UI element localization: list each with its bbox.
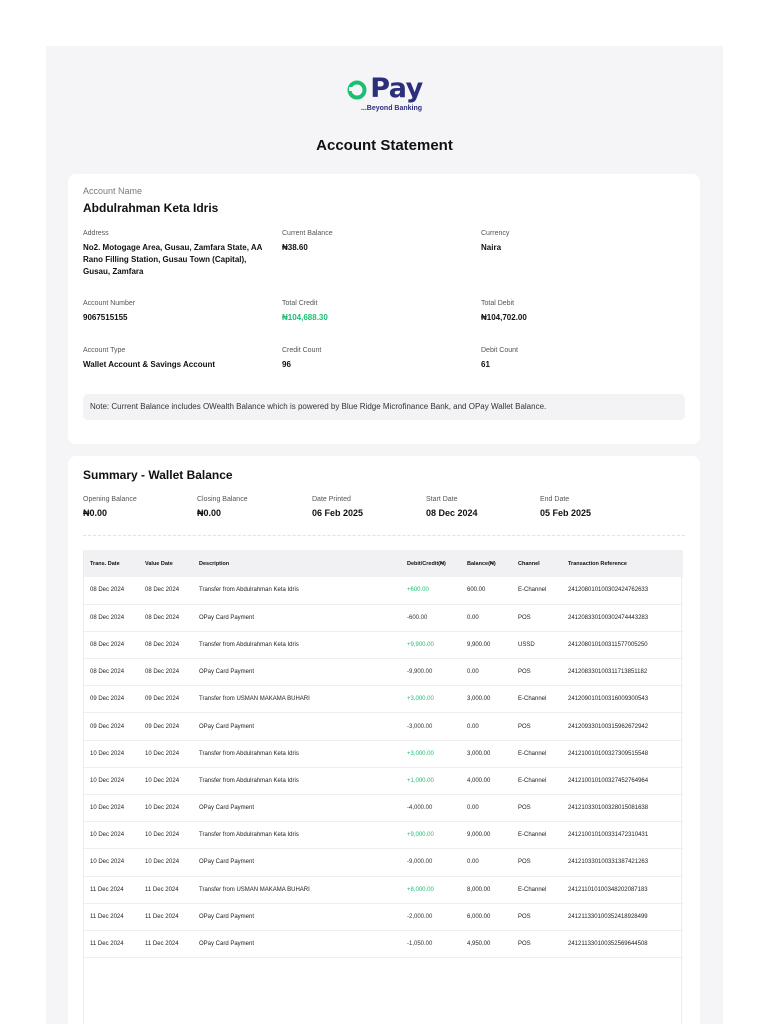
cell-balance: 0.00	[467, 723, 479, 730]
cell-description: Transfer from USMAN MAKAMA BUHARI	[199, 696, 310, 703]
opay-logo	[46, 73, 723, 116]
account-type-value: Wallet Account & Savings Account	[83, 360, 216, 369]
current-balance-field	[282, 230, 467, 254]
cell-channel: USSD	[518, 641, 535, 648]
debit-count-value: 61	[481, 360, 490, 369]
debit-count-field	[481, 347, 666, 371]
cell-reference: 241210330100331387421263	[568, 859, 649, 866]
table-row	[84, 686, 683, 713]
cell-reference: 241210330100328015081638	[568, 805, 649, 812]
cell-trans-date: 11 Dec 2024	[90, 941, 124, 948]
cell-value-date: 11 Dec 2024	[145, 913, 179, 920]
table-row	[84, 822, 683, 849]
table-row	[84, 903, 683, 930]
cell-amount: +9,000.00	[407, 832, 434, 839]
start-date-label: Start Date	[426, 496, 458, 503]
end-date-field	[540, 496, 591, 518]
brand-name: Pay	[370, 73, 423, 104]
cell-value-date: 10 Dec 2024	[145, 832, 180, 839]
cell-value-date: 09 Dec 2024	[145, 696, 180, 703]
address-label: Address	[83, 230, 109, 237]
cell-description: OPay Card Payment	[199, 913, 255, 920]
account-number-value: 9067515155	[83, 313, 128, 322]
start-date-field	[426, 496, 478, 518]
table-row	[84, 930, 683, 957]
total-debit-value: ₦104,702.00	[481, 313, 527, 322]
table-header-row	[84, 550, 683, 577]
balance-note: Note: Current Balance includes OWealth Balance which is powered by Blue Ridge Microfinance Bank, and OPay Wallet Balance.	[83, 394, 685, 420]
address-field	[83, 230, 268, 278]
cell-description: OPay Card Payment	[199, 723, 255, 730]
cell-balance: 8,000.00	[467, 886, 491, 893]
cell-trans-date: 10 Dec 2024	[90, 750, 125, 757]
cell-amount: -3,000.00	[407, 723, 433, 730]
total-debit-label: Total Debit	[481, 300, 515, 307]
cell-trans-date: 10 Dec 2024	[90, 777, 125, 784]
cell-reference: 241209010100316009300543	[568, 696, 649, 703]
cell-amount: -1,050.00	[407, 941, 433, 948]
cell-value-date: 11 Dec 2024	[145, 941, 179, 948]
cell-value-date: 08 Dec 2024	[145, 641, 180, 648]
cell-description: Transfer from Abdulrahman Keta Idris	[199, 832, 299, 839]
cell-value-date: 11 Dec 2024	[145, 886, 179, 893]
opening-balance-field	[83, 496, 137, 518]
cell-trans-date: 10 Dec 2024	[90, 832, 125, 839]
cell-description: OPay Card Payment	[199, 859, 255, 866]
cell-reference: 241208010100302424762633	[568, 587, 649, 594]
cell-amount: -9,000.00	[407, 859, 433, 866]
summary-title: Summary - Wallet Balance	[83, 468, 233, 482]
cell-channel: E-Channel	[518, 886, 547, 893]
cell-reference: 241210010100331472310431	[568, 832, 649, 839]
cell-balance: 3,000.00	[467, 750, 491, 757]
debit-count-label: Debit Count	[481, 347, 518, 354]
cell-channel: E-Channel	[518, 696, 547, 703]
brand-tagline: ...Beyond Banking	[360, 105, 423, 112]
cell-description: Transfer from Abdulrahman Keta Idris	[199, 587, 299, 594]
cell-reference: 241208010100311577005250	[568, 641, 648, 648]
table-row	[84, 631, 683, 658]
table-row	[84, 849, 683, 876]
cell-channel: POS	[518, 614, 531, 621]
cell-value-date: 10 Dec 2024	[145, 777, 180, 784]
cell-balance: 0.00	[467, 669, 479, 676]
col-trans-date: Trans. Date	[90, 560, 120, 567]
total-credit-value: ₦104,688.30	[282, 313, 328, 322]
cell-amount: -9,900.00	[407, 669, 433, 676]
opay-ring-icon	[346, 78, 368, 100]
date-printed-value: 06 Feb 2025	[312, 508, 364, 518]
account-type-label: Account Type	[83, 347, 126, 354]
total-credit-label: Total Credit	[282, 300, 318, 307]
cell-reference: 241209330100315962672942	[568, 723, 649, 730]
col-value-date: Value Date	[145, 560, 173, 567]
account-type-field	[83, 347, 268, 371]
cell-amount: +3,000.00	[407, 696, 434, 703]
address-value: No2. Motogage Area, Gusau, Zamfara State, AA Rano Filling Station, Gusau Town (Capital), Gusau, Zamfara	[83, 243, 263, 276]
page-title: Account Statement	[316, 137, 453, 154]
opening-balance-label: Opening Balance	[83, 496, 137, 503]
current-balance-label: Current Balance	[282, 230, 333, 237]
date-printed-label: Date Printed	[312, 496, 351, 503]
col-reference: Transaction Reference	[568, 560, 627, 567]
cell-channel: POS	[518, 859, 531, 866]
cell-channel: E-Channel	[518, 587, 547, 594]
cell-channel: POS	[518, 723, 531, 730]
cell-amount: -2,000.00	[407, 913, 433, 920]
cell-value-date: 10 Dec 2024	[145, 805, 180, 812]
cell-value-date: 10 Dec 2024	[145, 859, 180, 866]
currency-value: Naira	[481, 243, 502, 252]
transactions-table	[84, 550, 683, 958]
account-number-field	[83, 300, 268, 324]
summary-card	[68, 456, 700, 1024]
cell-channel: E-Channel	[518, 750, 547, 757]
cell-channel: POS	[518, 913, 531, 920]
table-row	[84, 604, 683, 631]
currency-label: Currency	[481, 230, 510, 237]
statement-page	[46, 46, 723, 1024]
cell-trans-date: 11 Dec 2024	[90, 913, 124, 920]
table-row	[84, 795, 683, 822]
cell-amount: +3,000.00	[407, 750, 434, 757]
cell-value-date: 10 Dec 2024	[145, 750, 180, 757]
cell-balance: 600.00	[467, 587, 486, 594]
cell-trans-date: 11 Dec 2024	[90, 886, 124, 893]
cell-balance: 0.00	[467, 805, 479, 812]
cell-channel: E-Channel	[518, 777, 547, 784]
cell-description: Transfer from Abdulrahman Keta Idris	[199, 641, 299, 648]
cell-description: OPay Card Payment	[199, 805, 255, 812]
cell-balance: 4,000.00	[467, 777, 491, 784]
cell-trans-date: 10 Dec 2024	[90, 859, 125, 866]
cell-value-date: 08 Dec 2024	[145, 614, 180, 621]
table-row	[84, 659, 683, 686]
cell-amount: +8,000.00	[407, 886, 434, 893]
col-description: Description	[199, 560, 230, 567]
account-name: Abdulrahman Keta Idris	[83, 201, 219, 215]
cell-trans-date: 09 Dec 2024	[90, 723, 125, 730]
total-credit-field	[282, 300, 467, 324]
cell-description: Transfer from Abdulrahman Keta Idris	[199, 777, 299, 784]
cell-value-date: 08 Dec 2024	[145, 587, 180, 594]
table-row	[84, 740, 683, 767]
cell-balance: 3,000.00	[467, 696, 491, 703]
transactions-table-wrap	[83, 550, 682, 1024]
account-number-label: Account Number	[83, 300, 136, 307]
cell-balance: 9,900.00	[467, 641, 491, 648]
credit-count-label: Credit Count	[282, 347, 322, 354]
cell-balance: 4,950.00	[467, 941, 491, 948]
cell-reference: 241210010100327309515548	[568, 750, 649, 757]
account-details-card	[68, 174, 700, 444]
col-balance: Balance(₦)	[467, 560, 496, 567]
cell-description: Transfer from USMAN MAKAMA BUHARI	[199, 886, 310, 893]
cell-balance: 6,000.00	[467, 913, 491, 920]
cell-amount: +600.00	[407, 587, 429, 594]
closing-balance-field	[197, 496, 248, 518]
table-row	[84, 577, 683, 604]
cell-reference: 241211330100352569644508	[568, 941, 648, 948]
cell-reference: 241211330100352418928499	[568, 913, 648, 920]
cell-trans-date: 10 Dec 2024	[90, 805, 125, 812]
col-debit-credit: Debit/Credit(₦)	[407, 560, 446, 567]
total-debit-field	[481, 300, 666, 324]
closing-balance-value: ₦0.00	[197, 508, 222, 518]
credit-count-value: 96	[282, 360, 291, 369]
cell-amount: -4,000.00	[407, 805, 433, 812]
cell-trans-date: 09 Dec 2024	[90, 696, 125, 703]
cell-description: OPay Card Payment	[199, 941, 255, 948]
cell-trans-date: 08 Dec 2024	[90, 587, 125, 594]
cell-balance: 0.00	[467, 859, 479, 866]
closing-balance-label: Closing Balance	[197, 496, 248, 503]
table-row	[84, 713, 683, 740]
table-row	[84, 767, 683, 794]
cell-description: Transfer from Abdulrahman Keta Idris	[199, 750, 299, 757]
cell-reference: 241210010100327452764964	[568, 777, 649, 784]
credit-count-field	[282, 347, 467, 371]
cell-trans-date: 08 Dec 2024	[90, 641, 125, 648]
cell-balance: 9,000.00	[467, 832, 491, 839]
opening-balance-value: ₦0.00	[83, 508, 108, 518]
end-date-value: 05 Feb 2025	[540, 508, 592, 518]
end-date-label: End Date	[540, 496, 570, 503]
cell-description: OPay Card Payment	[199, 669, 255, 676]
table-row	[84, 876, 683, 903]
date-printed-field	[312, 496, 363, 518]
col-channel: Channel	[518, 560, 540, 567]
transactions-body	[84, 577, 683, 958]
summary-divider	[83, 535, 685, 536]
start-date-value: 08 Dec 2024	[426, 508, 478, 518]
current-balance-value: ₦38.60	[282, 243, 308, 252]
cell-description: OPay Card Payment	[199, 614, 255, 621]
cell-amount: +9,900.00	[407, 641, 434, 648]
cell-trans-date: 08 Dec 2024	[90, 614, 125, 621]
cell-reference: 241211010100348202087183	[568, 886, 648, 893]
cell-channel: POS	[518, 805, 531, 812]
currency-field	[481, 230, 666, 254]
cell-amount: +1,000.00	[407, 777, 434, 784]
cell-value-date: 09 Dec 2024	[145, 723, 180, 730]
cell-channel: POS	[518, 669, 531, 676]
cell-trans-date: 08 Dec 2024	[90, 669, 125, 676]
cell-channel: POS	[518, 941, 531, 948]
cell-amount: -600.00	[407, 614, 428, 621]
cell-value-date: 08 Dec 2024	[145, 669, 180, 676]
cell-balance: 0.00	[467, 614, 479, 621]
cell-reference: 241208330100302474443283	[568, 614, 649, 621]
account-name-label: Account Name	[83, 186, 143, 196]
cell-reference: 241208330100311713851182	[568, 669, 648, 676]
cell-channel: E-Channel	[518, 832, 547, 839]
